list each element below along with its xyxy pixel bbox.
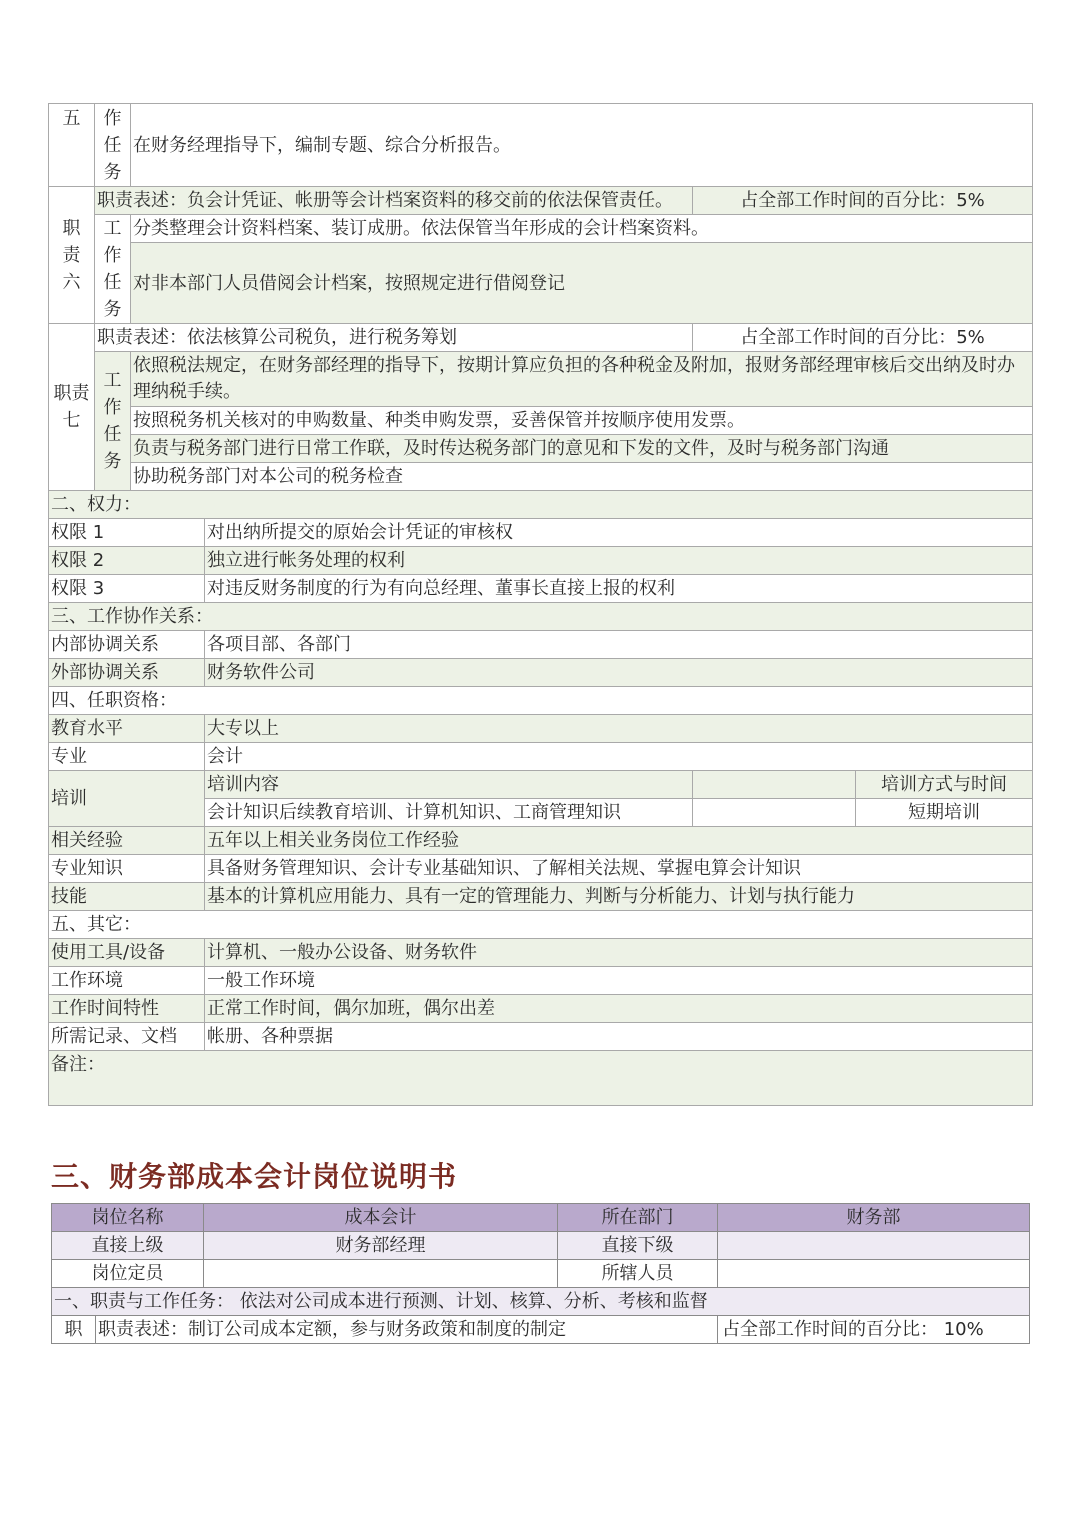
- superior-value: 财务部经理: [204, 1232, 558, 1260]
- note: 备注：: [49, 1051, 1033, 1106]
- training-content: 会计知识后续教育培训、计算机知识、工商管理知识: [205, 799, 693, 827]
- experience-key: 相关经验: [49, 827, 205, 855]
- task-item: 协助税务部门对本公司的税务检查: [131, 463, 1033, 491]
- task-label-text: 作任务: [103, 107, 122, 183]
- duty-percentage: 占全部工作时间的百分比： 10%: [718, 1316, 1030, 1344]
- subordinate-key: 直接下级: [558, 1232, 718, 1260]
- training-method-header: 培训方式与时间: [855, 771, 1032, 798]
- quota-key: 岗位定员: [52, 1260, 204, 1288]
- relation-value: 各项目部、各部门: [205, 631, 1033, 659]
- section-header-relation: 三、工作协作关系：: [49, 603, 1033, 631]
- task-item: 按照税务机关核对的申购数量、种类申购发票，妥善保管并按顺序使用发票。: [131, 407, 1033, 435]
- section-header-power: 二、权力：: [49, 491, 1033, 519]
- staff-value: [718, 1260, 1030, 1288]
- task-item: 负责与税务部门进行日常工作联，及时传达税务部门的意见和下发的文件，及时与税务部门沟通: [131, 435, 1033, 463]
- knowledge-value: 具备财务管理知识、会计专业基础知识、了解相关法规、掌握电算会计知识: [205, 855, 1033, 883]
- duty-description: 职责表述：负会计凭证、帐册等会计档案资料的移交前的依法保管责任。: [95, 187, 693, 215]
- relation-key: 外部协调关系: [49, 659, 205, 687]
- task-item: 分类整理会计资料档案、装订成册。依法保管当年形成的会计档案资料。: [131, 215, 1033, 243]
- other-value: 正常工作时间，偶尔加班，偶尔出差: [205, 995, 1033, 1023]
- superior-key: 直接上级: [52, 1232, 204, 1260]
- duty-label: [49, 324, 95, 491]
- skill-key: 技能: [49, 883, 205, 911]
- other-key: 工作时间特性: [49, 995, 205, 1023]
- section-header-other: 五、其它：: [49, 911, 1033, 939]
- task-label-text: 工作任务: [103, 218, 122, 320]
- power-key: 权限 2: [49, 547, 205, 575]
- training-key: 培训: [49, 771, 205, 827]
- training-method-cell: [693, 799, 1033, 827]
- major-key: 专业: [49, 743, 205, 771]
- other-key: 工作环境: [49, 967, 205, 995]
- task-label: [95, 215, 131, 324]
- major-value: 会计: [205, 743, 1033, 771]
- post-name-key: 岗位名称: [52, 1204, 204, 1232]
- task-item: 在财务经理指导下，编制专题、综合分析报告。: [131, 104, 1033, 187]
- other-value: 一般工作环境: [205, 967, 1033, 995]
- dept-value: 财务部: [718, 1204, 1030, 1232]
- duty-label: [49, 187, 95, 324]
- duty-label-text: 职责七: [53, 383, 90, 431]
- power-key: 权限 1: [49, 519, 205, 547]
- other-key: 所需记录、文档: [49, 1023, 205, 1051]
- training-content-header: 培训内容: [205, 771, 693, 799]
- power-value: 独立进行帐务处理的权利: [205, 547, 1033, 575]
- relation-value: 财务软件公司: [205, 659, 1033, 687]
- duty-percentage: 占全部工作时间的百分比：5%: [693, 187, 1033, 215]
- section-header-qualification: 四、任职资格：: [49, 687, 1033, 715]
- subordinate-value: [718, 1232, 1030, 1260]
- post-name-value: 成本会计: [204, 1204, 558, 1232]
- duty-number: 五: [49, 104, 95, 187]
- duty-label: 职: [52, 1316, 96, 1344]
- power-value: 对出纳所提交的原始会计凭证的审核权: [205, 519, 1033, 547]
- duty-description: 职责表述：制订公司成本定额，参与财务政策和制度的制定: [96, 1316, 718, 1344]
- knowledge-key: 专业知识: [49, 855, 205, 883]
- duty-description: 职责表述：依法核算公司税负，进行税务筹划: [95, 324, 693, 352]
- task-label: [95, 352, 131, 491]
- dept-key: 所在部门: [558, 1204, 718, 1232]
- education-value: 大专以上: [205, 715, 1033, 743]
- experience-value: 五年以上相关业务岗位工作经验: [205, 827, 1033, 855]
- job-description-table-continued: [48, 103, 1033, 1106]
- other-key: 使用工具/设备: [49, 939, 205, 967]
- task-item: 对非本部门人员借阅会计档案，按照规定进行借阅登记: [131, 243, 1033, 324]
- cost-accountant-table: [51, 1203, 1030, 1344]
- task-label-text: 工作任务: [103, 370, 122, 472]
- section-title: 三、财务部成本会计岗位说明书: [51, 1160, 458, 1193]
- training-method: 短期培训: [855, 799, 1032, 826]
- other-value: 计算机、一般办公设备、财务软件: [205, 939, 1033, 967]
- task-item: 依照税法规定，在财务部经理的指导下，按期计算应负担的各种税金及附加，报财务部经理审核后交出纳及时办理纳税手续。: [131, 352, 1033, 407]
- relation-key: 内部协调关系: [49, 631, 205, 659]
- other-value: 帐册、各种票据: [205, 1023, 1033, 1051]
- skill-value: 基本的计算机应用能力、具有一定的管理能力、判断与分析能力、计划与执行能力: [205, 883, 1033, 911]
- power-key: 权限 3: [49, 575, 205, 603]
- duty-percentage: 占全部工作时间的百分比：5%: [693, 324, 1033, 352]
- task-label: [95, 104, 131, 187]
- education-key: 教育水平: [49, 715, 205, 743]
- staff-key: 所辖人员: [558, 1260, 718, 1288]
- duty-label-text: 职责六: [62, 217, 81, 293]
- duty-section-header: 一、职责与工作任务： 依法对公司成本进行预测、计划、核算、分析、考核和监督: [52, 1288, 1030, 1316]
- quota-value: [204, 1260, 558, 1288]
- power-value: 对违反财务制度的行为有向总经理、董事长直接上报的权利: [205, 575, 1033, 603]
- training-method-header-cell: [693, 771, 1033, 799]
